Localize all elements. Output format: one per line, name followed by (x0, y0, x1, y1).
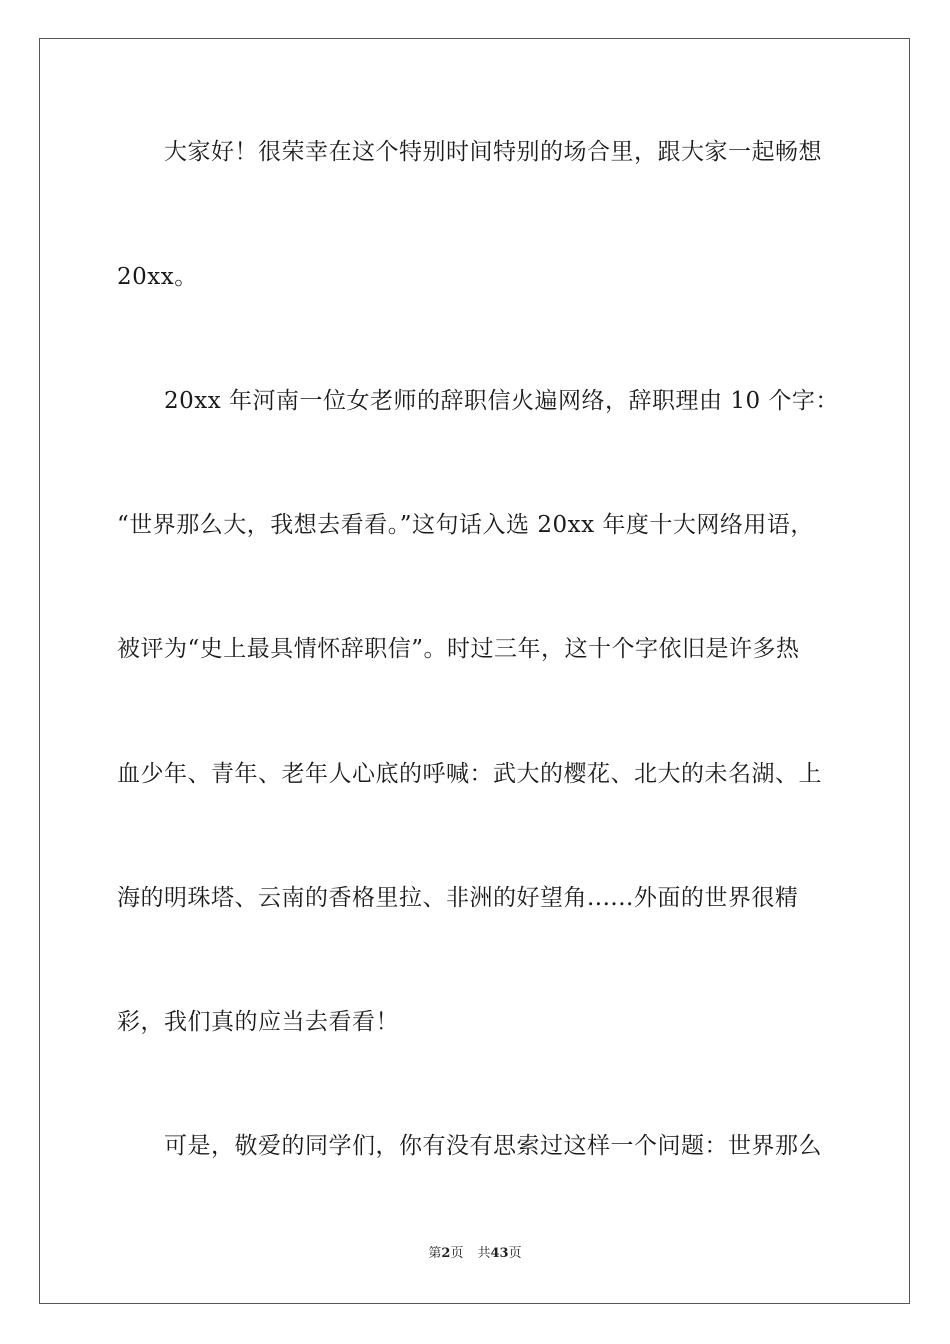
paragraph-3-line-1: 可是，敬爱的同学们，你有没有思索过这样一个问题：世界那么 (164, 1133, 822, 1159)
paragraph-2-line-5: 海的明珠塔、云南的香格里拉、非洲的好望角......外面的世界很精 (117, 885, 799, 911)
paragraph-2-line-4: 血少年、青年、老年人心底的呼喊：武大的樱花、北大的未名湖、上 (117, 761, 822, 787)
paragraph-1-line-2: 20xx。 (117, 264, 198, 290)
total-suffix: 页 (508, 1246, 522, 1261)
paragraph-2-line-3: 被评为“史上最具情怀辞职信”。时过三年，这十个字依旧是许多热 (117, 636, 800, 662)
page-suffix: 页 (450, 1246, 464, 1261)
paragraph-2-line-2: “世界那么大，我想去看看。”这句话入选 20xx 年度十大网络用语， (117, 512, 814, 538)
paragraph-2-line-6: 彩，我们真的应当去看看！ (117, 1009, 399, 1035)
paragraph-2-line-1: 20xx 年河南一位女老师的辞职信火遍网络，辞职理由 10 个字： (164, 388, 839, 414)
total-pages: 43 (490, 1246, 509, 1261)
page-footer (0, 1245, 950, 1263)
page-prefix: 第 (428, 1246, 442, 1261)
total-prefix: 共 (477, 1246, 491, 1261)
paragraph-1-line-1: 大家好！很荣幸在这个特别时间特别的场合里，跟大家一起畅想 (164, 139, 822, 165)
page-border (39, 38, 910, 1304)
page-number: 2 (441, 1246, 451, 1261)
